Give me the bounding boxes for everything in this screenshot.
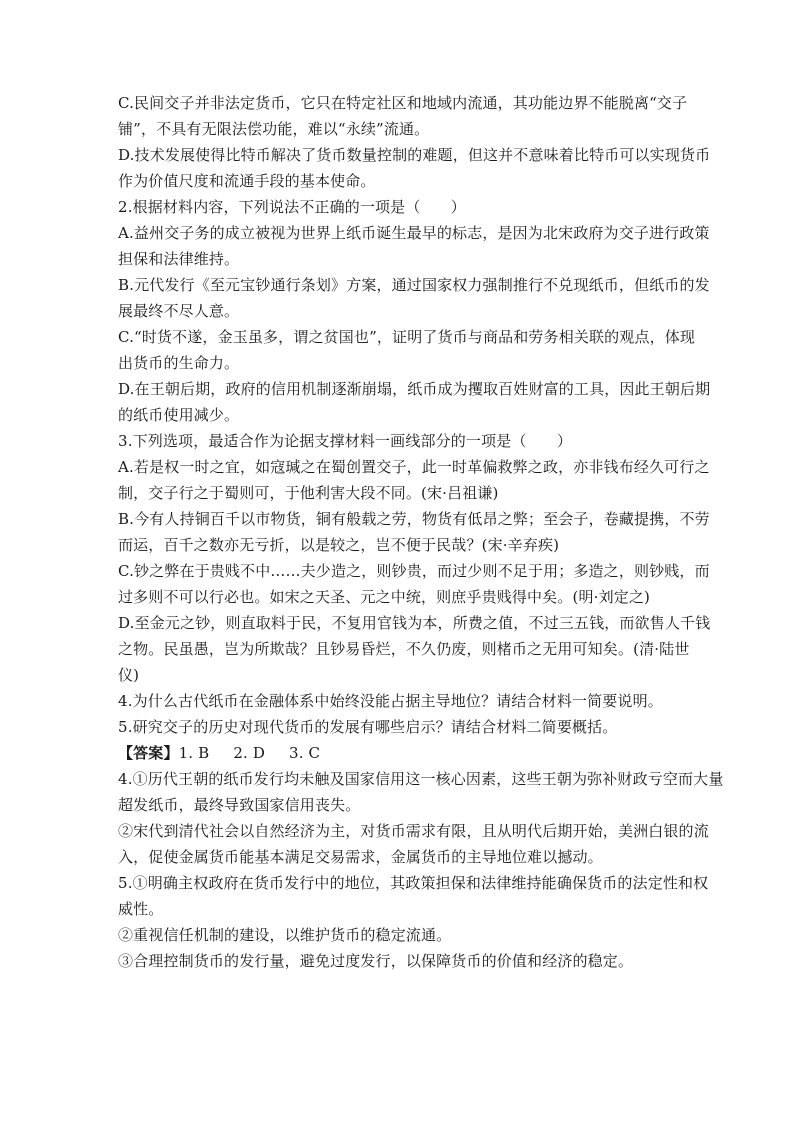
text-line: D.在王朝后期，政府的信用机制逐渐崩塌，纸币成为攫取百姓财富的工具，因此王朝后期: [118, 380, 711, 398]
text-line: A.益州交子务的成立被视为世界上纸币诞生最早的标志，是因为北宋政府为交子进行政策: [118, 224, 710, 242]
text-line: B.今有人持铜百千以市物货，铜有般载之劳，物货有低昂之弊；至会子，卷藏提携，不劳: [118, 510, 710, 528]
answer-text-line: 威性。: [118, 900, 164, 918]
text-line: C.钞之弊在于贵贱不中……夫少造之，则钞贵，而过少则不足于用；多造之，则钞贱，而: [118, 562, 710, 580]
text-line: 展最终不尽人意。: [118, 302, 240, 320]
answer-text-line: ②重视信任机制的建设，以维护货币的稳定流通。: [118, 926, 452, 944]
answer-text-line: ②宋代到清代社会以自然经济为主，对货币需求有限，且从明代后期开始，美洲白银的流: [118, 822, 709, 840]
answer-text-line: 5.①明确主权政府在货币发行中的地位，其政策担保和法律维持能确保货币的法定性和权: [118, 874, 709, 892]
text-line: B.元代发行《至元宝钞通行条划》方案，通过国家权力强制推行不兑现纸币，但纸币的发: [118, 276, 710, 294]
text-line: C.“时货不遂，金玉虽多，谓之贫国也”，证明了货币与商品和劳务相关联的观点，体现: [118, 328, 696, 346]
question-3: 3.下列选项，最适合作为论据支撑材料一画线部分的一项是（ ）: [118, 432, 572, 450]
document-body: [118, 90, 724, 974]
text-line: 出货币的生命力。: [118, 354, 240, 372]
answer-line: [118, 740, 683, 766]
text-line: 而运，百千之数亦无亏折，以是较之，岂不便于民哉？(宋·辛弃疾): [118, 536, 560, 554]
answer-text-line: 4.①历代王朝的纸币发行均未触及国家信用这一核心因素，这些王朝为弥补财政亏空而大量: [118, 770, 724, 788]
question-5: 5.研究交子的历史对现代货币的发展有哪些启示？请结合材料二简要概括。: [118, 718, 618, 736]
answer-item: 2. D: [233, 744, 266, 762]
text-line: 制，交子行之于蜀则可，于他利害大段不同。(宋·吕祖谦): [118, 484, 499, 502]
answer-label: 【答案】: [118, 744, 179, 762]
text-line: 之物。民虽愚，岂为所欺哉？且钞易昏烂，不久仍废，则楮币之无用可知矣。(清·陆世: [118, 640, 690, 658]
answer-text-line: 超发纸币，最终导致国家信用丧失。: [118, 796, 361, 814]
text-line: D.至金元之钞，则直取料于民，不复用官钱为本，所费之值，不过三五钱，而欲售人千钱: [118, 614, 711, 632]
text-line: 铺”，不具有无限法偿功能，难以“永续”流通。: [118, 120, 430, 138]
text-line: C.民间交子并非法定货币，它只在特定社区和地域内流通，其功能边界不能脱离“交子: [118, 94, 688, 112]
text-line: 过多则不可以行必也。如宋之天圣、元之中统，则庶乎贵贱得中矣。(明·刘定之): [118, 588, 651, 606]
answer-item: 3. C: [289, 744, 321, 762]
text-line: 仪): [118, 666, 140, 684]
text-line: 作为价值尺度和流通手段的基本使命。: [118, 172, 376, 190]
question-2: 2.根据材料内容，下列说法不正确的一项是（ ）: [118, 198, 466, 216]
text-line: 担保和法律维持。: [118, 250, 240, 268]
answer-item: 1. B: [178, 744, 210, 762]
text-line: D.技术发展使得比特币解决了货币数量控制的难题，但这并不意味着比特币可以实现货币: [118, 146, 711, 164]
text-line: 的纸币使用减少。: [118, 406, 240, 424]
text-line: A.若是权一时之宜，如寇瑊之在蜀创置交子，此一时革偏救弊之政，亦非钱布经久可行之: [118, 458, 710, 476]
answer-text-line: 入，促使金属货币能基本满足交易需求，金属货币的主导地位难以撼动。: [118, 848, 603, 866]
question-4: 4.为什么古代纸币在金融体系中始终没能占据主导地位？请结合材料一简要说明。: [118, 692, 663, 710]
answer-text-line: ③合理控制货币的发行量，避免过度发行，以保障货币的价值和经济的稳定。: [118, 952, 634, 970]
